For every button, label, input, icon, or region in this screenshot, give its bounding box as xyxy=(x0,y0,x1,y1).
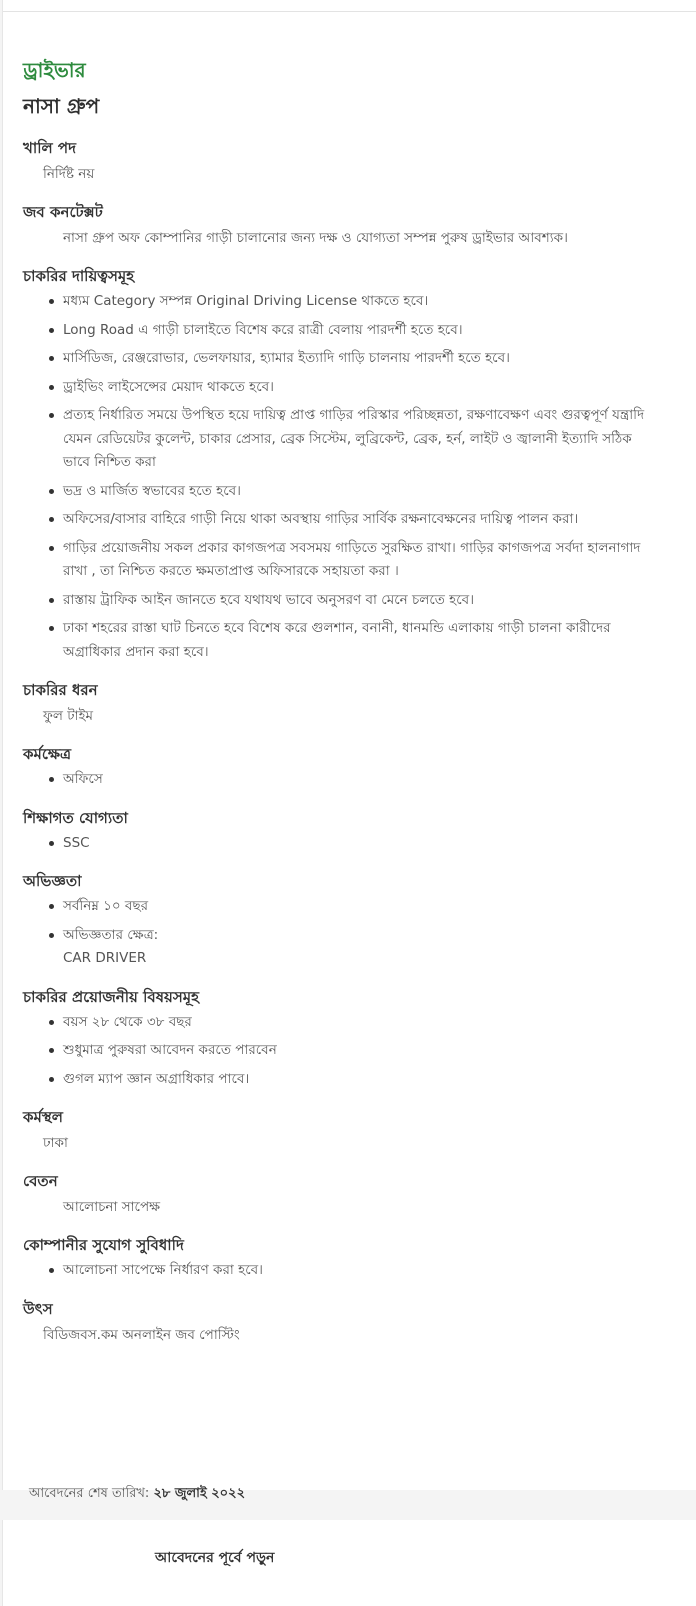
list-item: আলোচনা সাপেক্ষে নির্ধারণ করা হবে। xyxy=(63,1259,663,1283)
experience-heading: অভিজ্ঞতা xyxy=(23,872,82,890)
employment-type-heading: চাকরির ধরন xyxy=(23,681,98,699)
workplace-list xyxy=(23,768,663,792)
experience-section xyxy=(23,869,663,971)
requirements-section xyxy=(23,985,663,1092)
workplace-section xyxy=(23,742,663,792)
salary-value: আলোচনা সাপেক্ষ xyxy=(63,1199,161,1215)
education-list xyxy=(23,832,663,856)
requirements-list xyxy=(23,1011,663,1092)
list-item: ঢাকা শহরের রাস্তা ঘাট চিনতে হবে বিশেষ করে গুলশান, বনানী, ধানমন্ডি এলাকায় গাড়ী চালনা কারীদের অগ্রাধিকার প্রদান করা হবে। xyxy=(63,617,663,664)
benefits-list xyxy=(23,1259,663,1283)
card-top-border xyxy=(3,0,696,12)
salary-heading: বেতন xyxy=(23,1172,58,1190)
vacancy-section xyxy=(23,136,663,186)
employment-type-section xyxy=(23,678,663,728)
list-item: মধ্যম Category সম্পন্ন Original Driving License থাকতে হবে। xyxy=(63,290,663,314)
responsibilities-list xyxy=(23,290,663,664)
vacancy-heading: খালি পদ xyxy=(23,139,76,157)
list-item: প্রত্যহ নির্ধারিত সময়ে উপস্থিত হয়ে দায়িত্ব প্রাপ্ত গাড়ির পরিস্কার পরিচ্ছন্নতা, রক্ষণাবেক্ষণ এবং গুরত্বপূর্ণ যন্ত্রাদি যেমন রেডিয়েটর কুলেন্ট, চাকার প্রেসার, ব্রেক সিস্টেম, লুব্রিকেন্ট, ব্রেক, হর্ন, লাইট ও জ্বালানী ইত্যাদি সঠিক ভাবে নিশ্চিত করা xyxy=(63,404,663,475)
list-item: মার্সিডিজ, রেঞ্জরোভার, ভেলফায়ার, হ্যামার ইত্যাদি গাড়ি চালনায় পারদর্শী হতে হবে। xyxy=(63,347,663,371)
benefits-section xyxy=(23,1233,663,1283)
application-deadline xyxy=(2,1474,696,1514)
experience-field-label: অভিজ্ঞতার ক্ষেত্র: xyxy=(63,926,159,943)
source-section xyxy=(23,1297,663,1347)
list-item xyxy=(63,924,663,971)
deadline-date: ২৮ জুলাই ২০২২ xyxy=(153,1486,246,1501)
workplace-heading: কর্মক্ষেত্র xyxy=(23,745,72,763)
read-before-card xyxy=(2,1520,696,1606)
job-details-content xyxy=(23,54,663,1347)
vacancy-value: নির্দিষ্ট নয় xyxy=(43,166,95,182)
list-item: গুগল ম্যাপ জ্ঞান অগ্রাধিকার পাবে। xyxy=(63,1068,663,1092)
education-heading: শিক্ষাগত যোগ্যতা xyxy=(23,808,128,827)
deadline-label: আবেদনের শেষ তারিখ: xyxy=(29,1486,150,1501)
list-item: বয়স ২৮ থেকে ৩৮ বছর xyxy=(63,1011,663,1035)
context-heading: জব কনটেক্সট xyxy=(23,203,103,221)
read-before-heading[interactable]: আবেদনের পূর্বে পড়ুন xyxy=(155,1550,275,1566)
context-value: নাসা গ্রুপ অফ কোম্পানির গাড়ী চালানোর জন্য দক্ষ ও যোগ্যতা সম্পন্ন পুরুষ ড্রাইভার আবশ্যক। xyxy=(63,230,568,246)
experience-list xyxy=(23,895,663,971)
location-heading: কর্মস্থল xyxy=(23,1108,63,1126)
job-details-card xyxy=(2,0,696,1490)
experience-field-value: CAR DRIVER xyxy=(63,950,147,966)
requirements-heading: চাকরির প্রয়োজনীয় বিষয়সমূহ xyxy=(23,987,199,1006)
list-item: অফিসের/বাসার বাহিরে গাড়ী নিয়ে থাকা অবস্থায় গাড়ির সার্বিক রক্ষনাবেক্ষনের দায়িত্ব পালন করা। xyxy=(63,508,663,532)
list-item: ড্রাইভিং লাইসেন্সের মেয়াদ থাকতে হবে। xyxy=(63,376,663,400)
source-heading: উৎস xyxy=(23,1299,53,1318)
employment-type-value: ফুল টাইম xyxy=(43,708,94,724)
list-item: SSC xyxy=(63,832,663,856)
responsibilities-section xyxy=(23,264,663,664)
list-item: গাড়ির প্রয়োজনীয় সকল প্রকার কাগজপত্র সবসময় গাড়িতে সুরক্ষিত রাখা। গাড়ির কাগজপত্র সর্বদা হালনাগাদ রাখা , তা নিশ্চিত করতে ক্ষমতাপ্রাপ্ত অফিসারকে সহায়তা করা । xyxy=(63,537,663,584)
job-title: ড্রাইভার xyxy=(23,58,86,82)
location-value: ঢাকা xyxy=(43,1135,68,1151)
list-item: শুধুমাত্র পুরুষরা আবেদন করতে পারবেন xyxy=(63,1039,663,1063)
list-item: অফিসে xyxy=(63,768,663,792)
list-item: রাস্তায় ট্রাফিক আইন জানতে হবে যথাযথ ভাবে অনুসরণ বা মেনে চলতে হবে। xyxy=(63,589,663,613)
list-item: সর্বনিম্ন ১০ বছর xyxy=(63,895,663,919)
responsibilities-heading: চাকরির দায়িত্বসমূহ xyxy=(23,267,135,285)
benefits-heading: কোম্পানীর সুযোগ সুবিধাদি xyxy=(23,1236,184,1254)
context-section xyxy=(23,200,663,250)
company-name: নাসা গ্রুপ xyxy=(23,94,100,118)
salary-section xyxy=(23,1169,663,1219)
education-section xyxy=(23,806,663,856)
location-section xyxy=(23,1105,663,1155)
list-item: Long Road এ গাড়ী চালাইতে বিশেষ করে রাত্রী বেলায় পারদর্শী হতে হবে। xyxy=(63,319,663,343)
list-item: ভদ্র ও মার্জিত স্বভাবের হতে হবে। xyxy=(63,480,663,504)
source-value: বিডিজবস.কম অনলাইন জব পোস্টিং xyxy=(43,1326,240,1343)
